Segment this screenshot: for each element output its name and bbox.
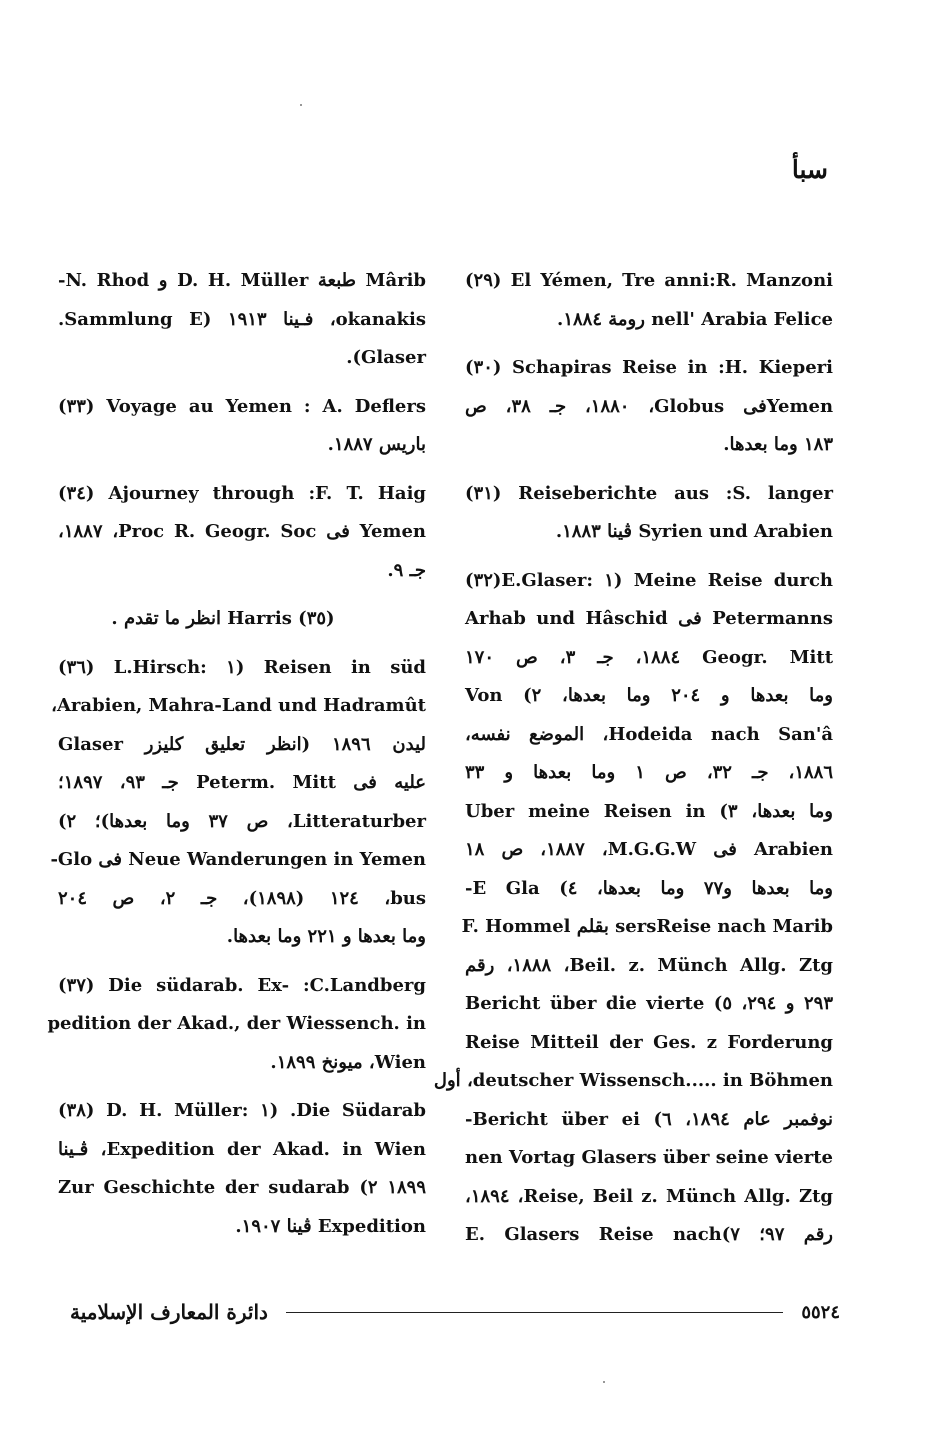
- entry-line: Petermanns فى Arhab und Hâschid: [465, 608, 833, 629]
- entry-line: Mârib طبعة D. H. Müller و N. Rhod-: [58, 270, 427, 291]
- entry-line: رقم ٩٧؛ ٧)E. Glasers Reise nach: [465, 1224, 833, 1245]
- entry-line: Expedition der Akad. in Wien، ڤـينا: [58, 1138, 426, 1160]
- entry-line: وما بعدها و ٢٢١ وما بعدها.: [226, 926, 426, 947]
- bibliography-entry: [465, 475, 833, 552]
- entry-line: Yemen فى Proc R. Geogr. Soc، ١٨٨٧،: [58, 521, 426, 542]
- bibliography-entry: [58, 475, 426, 591]
- entry-line: جـ ٩.: [387, 559, 426, 581]
- entry-line: Schapiras Reise in :H. Kieperi (٣٠): [465, 357, 833, 378]
- entry-line: Reise, Beil z. Münch Allg. Ztg، ١٨٩٤،: [465, 1185, 833, 1207]
- bibliography-entry: [465, 262, 833, 339]
- bibliography-entry: [47, 967, 426, 1083]
- entry-line: El Yémen, Tre anni:R. Manzoni (٢٩): [465, 270, 833, 291]
- entry-line: nen Vortag Glasers über seine vierte: [465, 1147, 833, 1168]
- entry-line: Glaser).: [346, 347, 426, 368]
- entry-line: Voyage au Yemen : A. Deflers (٣٣): [58, 395, 426, 417]
- entry-line: Wien، ميونخ ١٨٩٩.: [270, 1051, 426, 1073]
- entry-line: Hodeida nach San'â، الموضع نفسه،: [465, 723, 834, 745]
- entry-line: ٢٩٣ و ٢٩٤، ٥) Bericht über die vierte: [465, 993, 833, 1014]
- entry-line: ١٨٩٩ ٢) Zur Geschichte der sudarab: [58, 1177, 426, 1198]
- footer-journal-title: دائرة المعارف الإسلامية: [70, 1300, 268, 1324]
- page-number: ٥٥٢٤: [801, 1301, 840, 1323]
- entry-line: Reise Mitteil der Ges. z Forderung: [465, 1031, 833, 1053]
- entry-line: Litteraturber، ص ٣٧ وما بعدها)؛ ٢): [58, 810, 426, 832]
- entry-line: Ajourney through :F. T. Haig (٣٤): [58, 482, 426, 504]
- bibliography-entry: [50, 649, 427, 957]
- entry-line: نوفمبر عام ١٨٩٤، ٦) Bericht über ei-: [465, 1108, 833, 1130]
- bibliography-entry: [58, 388, 426, 465]
- entry-line: bus، ١٢٤ (١٨٩٨)، جـ ٢، ص ٢٠٤: [58, 887, 426, 909]
- entry-line: وما بعدها، ٣) Uber meine Reisen in: [465, 800, 833, 822]
- entry-line: عليه فى Peterm. Mitt جـ ٩٣، ١٨٩٧؛: [58, 772, 427, 793]
- entry-line: ليدن ١٨٩٦ (انظر تعليق كليزر Glaser: [58, 733, 426, 755]
- entry-line: deutscher Wissensch..... in Böhmen، أول: [433, 1070, 833, 1091]
- footer-divider: [286, 1312, 783, 1313]
- scan-speck: [300, 104, 302, 106]
- left-column: [47, 262, 427, 1256]
- entry-line: pedition der Akad., der Wiessench. in: [47, 1013, 426, 1034]
- entry-line: Die Südarab. (١ :D. H. Müller (٣٨): [58, 1100, 426, 1121]
- entry-line: Geogr. Mitt ١٨٨٤، جـ ٣، ص ١٧٠: [465, 646, 834, 668]
- entry-line: Arabien, Mahra-Land und Hadramût،: [51, 695, 426, 716]
- scan-speck: [603, 1381, 605, 1383]
- entry-line: Reiseberichte aus :S. langer (٣١): [465, 482, 833, 504]
- bibliography-entry: [433, 562, 834, 1255]
- entry-line: Reisen in süd (١ :L.Hirsch (٣٦): [58, 656, 426, 678]
- bibliography-entry: [58, 262, 426, 378]
- entry-line: Die südarab. Ex- :C.Landberg (٣٧): [58, 974, 426, 996]
- header-title: سبأ: [791, 155, 828, 184]
- entry-line: sersReise nach Marib بقلم F. Hommel: [461, 916, 833, 937]
- entry-line: وما بعدها و ٢٠٤ وما بعدها، ٢) Von: [465, 685, 833, 706]
- entry-line: Expedition ڤينا ١٩٠٧.: [235, 1215, 426, 1237]
- entry-line: Beil. z. Münch Allg. Ztg، ١٨٨٨، رقم: [465, 954, 834, 976]
- right-column: [433, 262, 834, 1265]
- entry-line: Yemenفى Globus، ١٨٨٠، جـ ٣٨، ص: [465, 395, 834, 417]
- entry-line: Syrien und Arabien ڤينا ١٨٨٣.: [555, 521, 833, 542]
- entry-line: Arabien فى M.G.G.W، ١٨٨٧، ص ١٨: [465, 839, 834, 860]
- entry-line: وما بعدها و٧٧ وما بعدها، ٤) E Gla-: [465, 877, 834, 899]
- entry-line: (٣٥) Harris انظر ما تقدم .: [111, 608, 335, 629]
- entry-line: ١٨٣ وما بعدها.: [723, 434, 833, 455]
- entry-line: Neue Wanderungen in Yemen فى Glo-: [50, 849, 426, 870]
- bibliography-entry: [58, 1092, 426, 1246]
- bibliography-entry: [58, 600, 426, 639]
- entry-line: okanakis، فـينا ١٩١٣ (Sammlung E.: [58, 308, 426, 330]
- entry-line: nell' Arabia Felice رومة ١٨٨٤.: [557, 308, 833, 330]
- entry-line: باريس ١٨٨٧.: [327, 434, 426, 455]
- page-footer: [70, 1297, 840, 1327]
- entry-line: Meine Reise durch (١ :E.Glaser(٣٢): [465, 569, 833, 591]
- bibliography-entry: [465, 349, 833, 465]
- entry-line: ١٨٨٦، جـ ٣٢، ص ١ وما بعدها و ٣٣: [465, 762, 834, 783]
